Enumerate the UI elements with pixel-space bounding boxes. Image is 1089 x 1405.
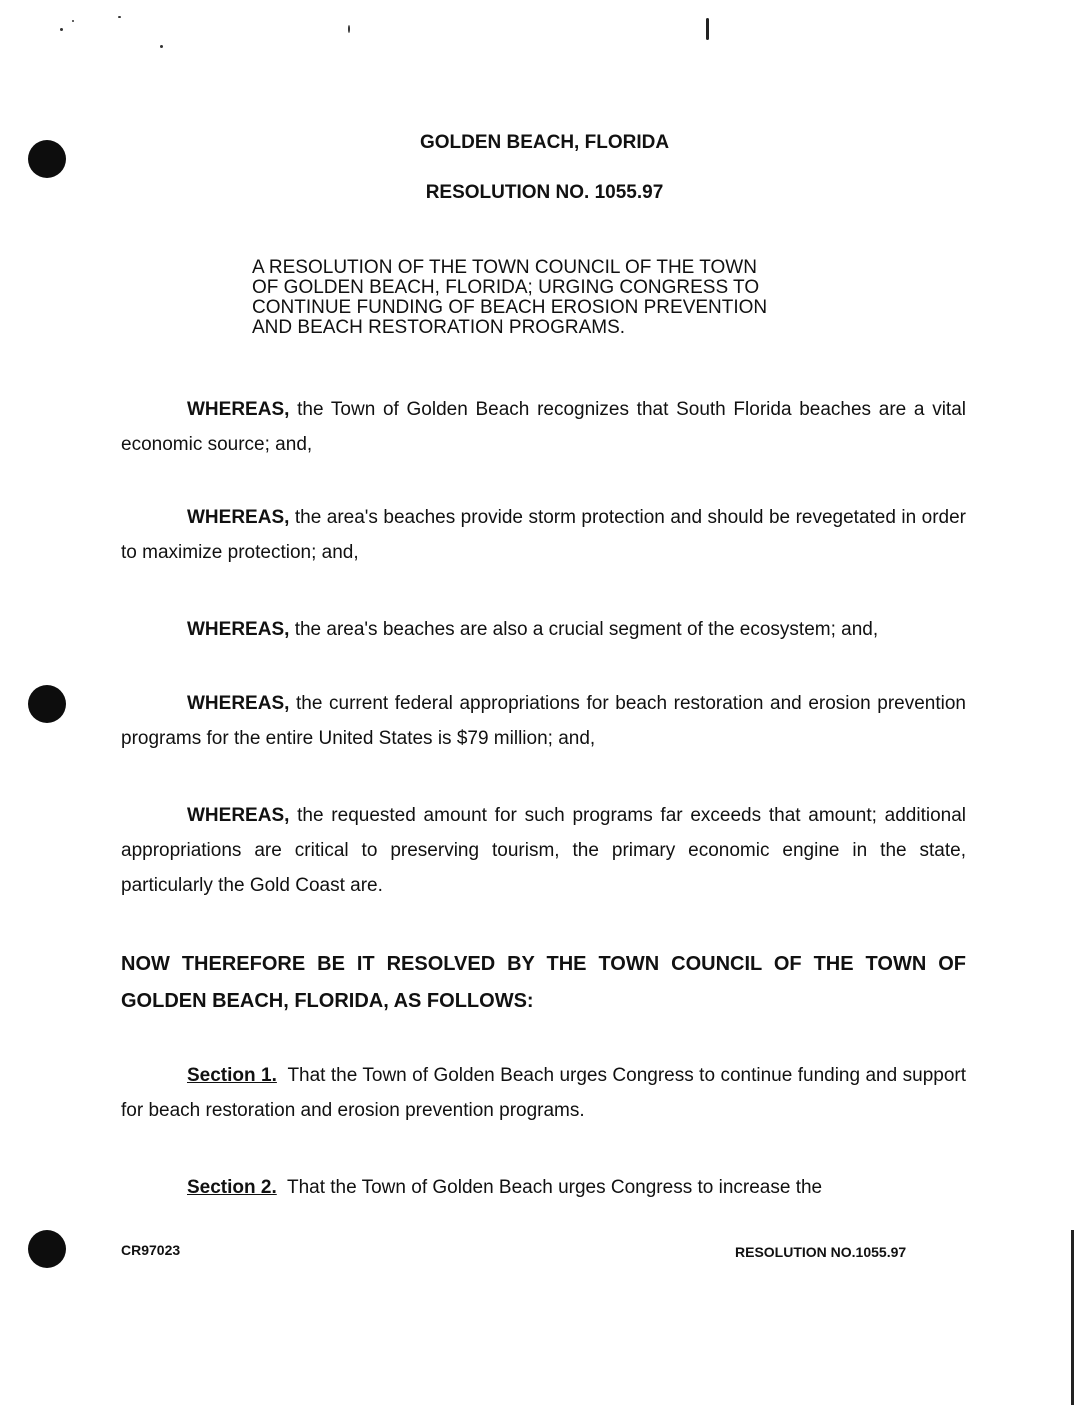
section-label: Section 2. <box>187 1177 277 1198</box>
section-paragraph <box>121 1170 966 1205</box>
footer-resolution-number: RESOLUTION NO.1055.97 <box>735 1244 907 1260</box>
resolution-number: RESOLUTION NO. 1055.97 <box>425 182 664 203</box>
scan-mark <box>706 18 709 40</box>
scan-speck <box>348 25 350 33</box>
scan-speck <box>60 28 63 31</box>
caption-line: AND BEACH RESTORATION PROGRAMS. <box>252 317 626 338</box>
punch-hole <box>28 1230 66 1268</box>
whereas-text: the requested amount for such programs far exceeds that amount; additional appropriations are critical to preserving tourism, the primary economic engine in the state, particularly the Gold Coast are. <box>121 805 967 896</box>
section-label: Section 1. <box>187 1065 277 1086</box>
whereas-lead: WHEREAS, <box>187 693 290 714</box>
scan-edge-line <box>1071 1230 1074 1405</box>
section-paragraph <box>121 1058 966 1128</box>
scan-speck <box>72 20 74 22</box>
whereas-lead: WHEREAS, <box>187 805 290 826</box>
section-text: That the Town of Golden Beach urges Congress to continue funding and support for beach restoration and erosion prevention programs. <box>121 1065 966 1121</box>
caption-line: A RESOLUTION OF THE TOWN COUNCIL OF THE TOWN <box>252 257 757 278</box>
whereas-text: the Town of Golden Beach recognizes that South Florida beaches are a vital economic source; and, <box>121 399 966 455</box>
section-text: That the Town of Golden Beach urges Congress to increase the <box>286 1177 823 1198</box>
town-heading: GOLDEN BEACH, FLORIDA <box>419 132 670 153</box>
footer-code: CR97023 <box>121 1242 181 1258</box>
whereas-clause <box>121 798 966 903</box>
whereas-text: the area's beaches provide storm protection and should be revegetated in order to maximize protection; and, <box>121 507 966 563</box>
whereas-lead: WHEREAS, <box>187 399 290 420</box>
whereas-text: the current federal appropriations for beach restoration and erosion prevention programs for the entire United States is $79 million; and, <box>121 693 966 749</box>
resolution-caption <box>252 258 852 338</box>
whereas-lead: WHEREAS, <box>187 507 290 528</box>
whereas-clause <box>121 392 966 462</box>
whereas-clause <box>121 612 966 647</box>
whereas-clause <box>121 500 966 570</box>
caption-line: OF GOLDEN BEACH, FLORIDA; URGING CONGRESS TO <box>252 277 760 298</box>
whereas-clause <box>121 686 966 756</box>
punch-hole <box>28 685 66 723</box>
scan-speck <box>118 16 121 18</box>
whereas-lead: WHEREAS, <box>187 619 290 640</box>
resolved-clause: NOW THEREFORE BE IT RESOLVED BY THE TOWN COUNCIL OF THE TOWN OF GOLDEN BEACH, FLORIDA, AS FOLLOWS: <box>121 953 966 1012</box>
scan-speck <box>160 45 163 48</box>
whereas-text: the area's beaches are also a crucial segment of the ecosystem; and, <box>294 619 879 640</box>
caption-line: CONTINUE FUNDING OF BEACH EROSION PREVENTION <box>252 297 768 318</box>
